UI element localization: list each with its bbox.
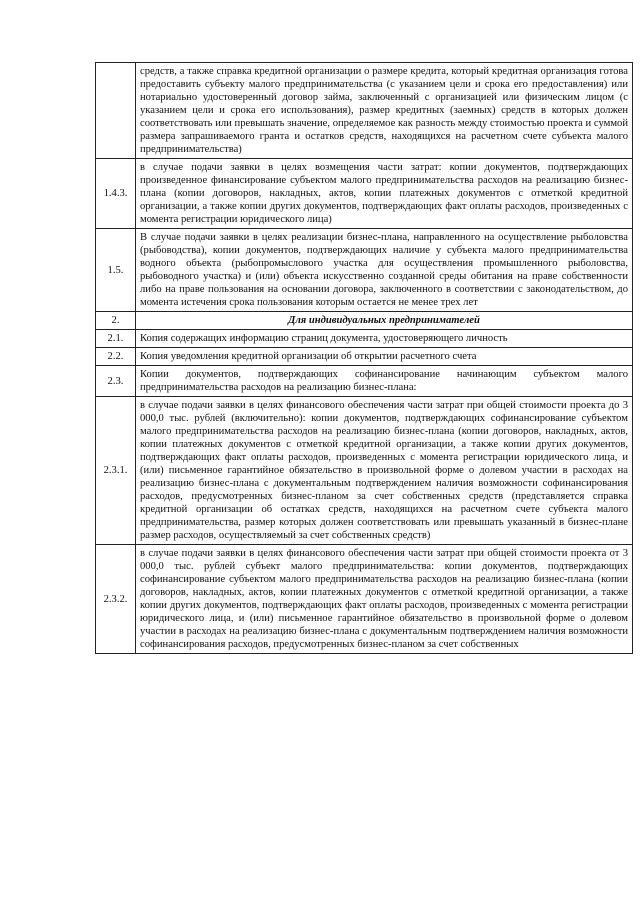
row-text: Копия содержащих информацию страниц документа, удостоверяющего личность — [136, 330, 633, 348]
row-text: Копия уведомления кредитной организации об открытии расчетного счета — [136, 348, 633, 366]
section-title: Для индивидуальных предпринимателей — [136, 312, 633, 330]
section-header-row — [96, 312, 633, 330]
table-row — [96, 159, 633, 229]
row-text: средств, а также справка кредитной организации о размере кредита, который кредитная организация готова предоставить субъекту малого предпринимательства (с указанием цели и срока его предоставления) или нотариально удостоверенный договор займа, заключенный с организацией или физическим лицом (с указанием цели и срока его использования), размер кредитных (заемных) средств в которых должен соответствовать или превышать значение, определяемое как разность между стоимостью проекта и суммой размера запрашиваемого гранта и остатков средств, находящихся на расчетном счете субъекта малого предпринимательства) — [136, 63, 633, 159]
row-number — [96, 63, 136, 159]
table-row — [96, 63, 633, 159]
row-number: 2.3.1. — [96, 397, 136, 545]
row-text: Копии документов, подтверждающих софинансирование начинающим субъектом малого предпринимательства расходов на реализацию бизнес-плана: — [136, 366, 633, 397]
row-number: 2.2. — [96, 348, 136, 366]
row-text: в случае подачи заявки в целях возмещения части затрат: копии документов, подтверждающих произведенное финансирование субъектом малого предпринимательства расходов на реализацию бизнес-плана (копии договоров, накладных, актов, копии платежных документов с отметкой кредитной организации, а также копии других документов, подтверждающих факт оплаты расходов, произведенных с момента регистрации юридического лица) — [136, 159, 633, 229]
row-number: 1.5. — [96, 229, 136, 312]
table-row — [96, 330, 633, 348]
table-row — [96, 397, 633, 545]
row-number: 1.4.3. — [96, 159, 136, 229]
section-number: 2. — [96, 312, 136, 330]
requirements-table — [95, 62, 633, 654]
row-text: В случае подачи заявки в целях реализации бизнес-плана, направленного на осуществление рыболовства (рыбоводства), копии документов, подтверждающих наличие у субъекта малого предпринимательства водного объекта (рыбопромыслового участка для осуществления промышленного рыболовства, рыбоводного участка) и (или) объекта искусственно созданной среды обитания на праве собственности либо на праве пользования на основании договора, заключенного в соответствии с законодательством, до момента истечения срока пользования которым остается не менее трех лет — [136, 229, 633, 312]
row-text: в случае подачи заявки в целях финансового обеспечения части затрат при общей стоимости проекта до 3 000,0 тыс. рублей (включительно): копии документов, подтверждающих софинансирование субъектом малого предпринимательства расходов на реализацию бизнес-плана (копии договоров, накладных, актов, копии платежных документов с отметкой кредитной организации, а также копии других документов, подтверждающих факт оплаты расходов, произведенных с момента регистрации юридического лица, и (или) письменное гарантийное обязательство в произвольной форме о долевом участии в расходах на реализацию бизнес-плана с документальным подтверждением наличия возможности софинансирования расходов, предусмотренных бизнес-планом за счет собственных средств (представляется справка кредитной организации об остатках средств, находящихся на расчетном счете субъекта малого предпринимательства, размер которых должен соответствовать или превышать указанный в бизнес-плане размер расходов, осуществляемый за счет собственных средств) — [136, 397, 633, 545]
table-row — [96, 229, 633, 312]
row-number: 2.3.2. — [96, 545, 136, 654]
table-row — [96, 348, 633, 366]
row-number: 2.3. — [96, 366, 136, 397]
table-row — [96, 366, 633, 397]
table-row — [96, 545, 633, 654]
row-number: 2.1. — [96, 330, 136, 348]
row-text: в случае подачи заявки в целях финансового обеспечения части затрат при общей стоимости проекта от 3 000,0 тыс. рублей субъект малого предпринимательства: копии документов, подтверждающих софинансирование субъектом малого предпринимательства расходов на реализацию бизнес-плана (копии договоров, накладных, актов, копии платежных документов с отметкой кредитной организации, а также копии других документов, подтверждающих факт оплаты расходов, произведенных с момента регистрации юридического лица, и (или) письменное гарантийное обязательство в произвольной форме о долевом участии в расходах на реализацию бизнес-плана с документальным подтверждением наличия возможности софинансирования расходов, предусмотренных бизнес-планом за счет собственных — [136, 545, 633, 654]
